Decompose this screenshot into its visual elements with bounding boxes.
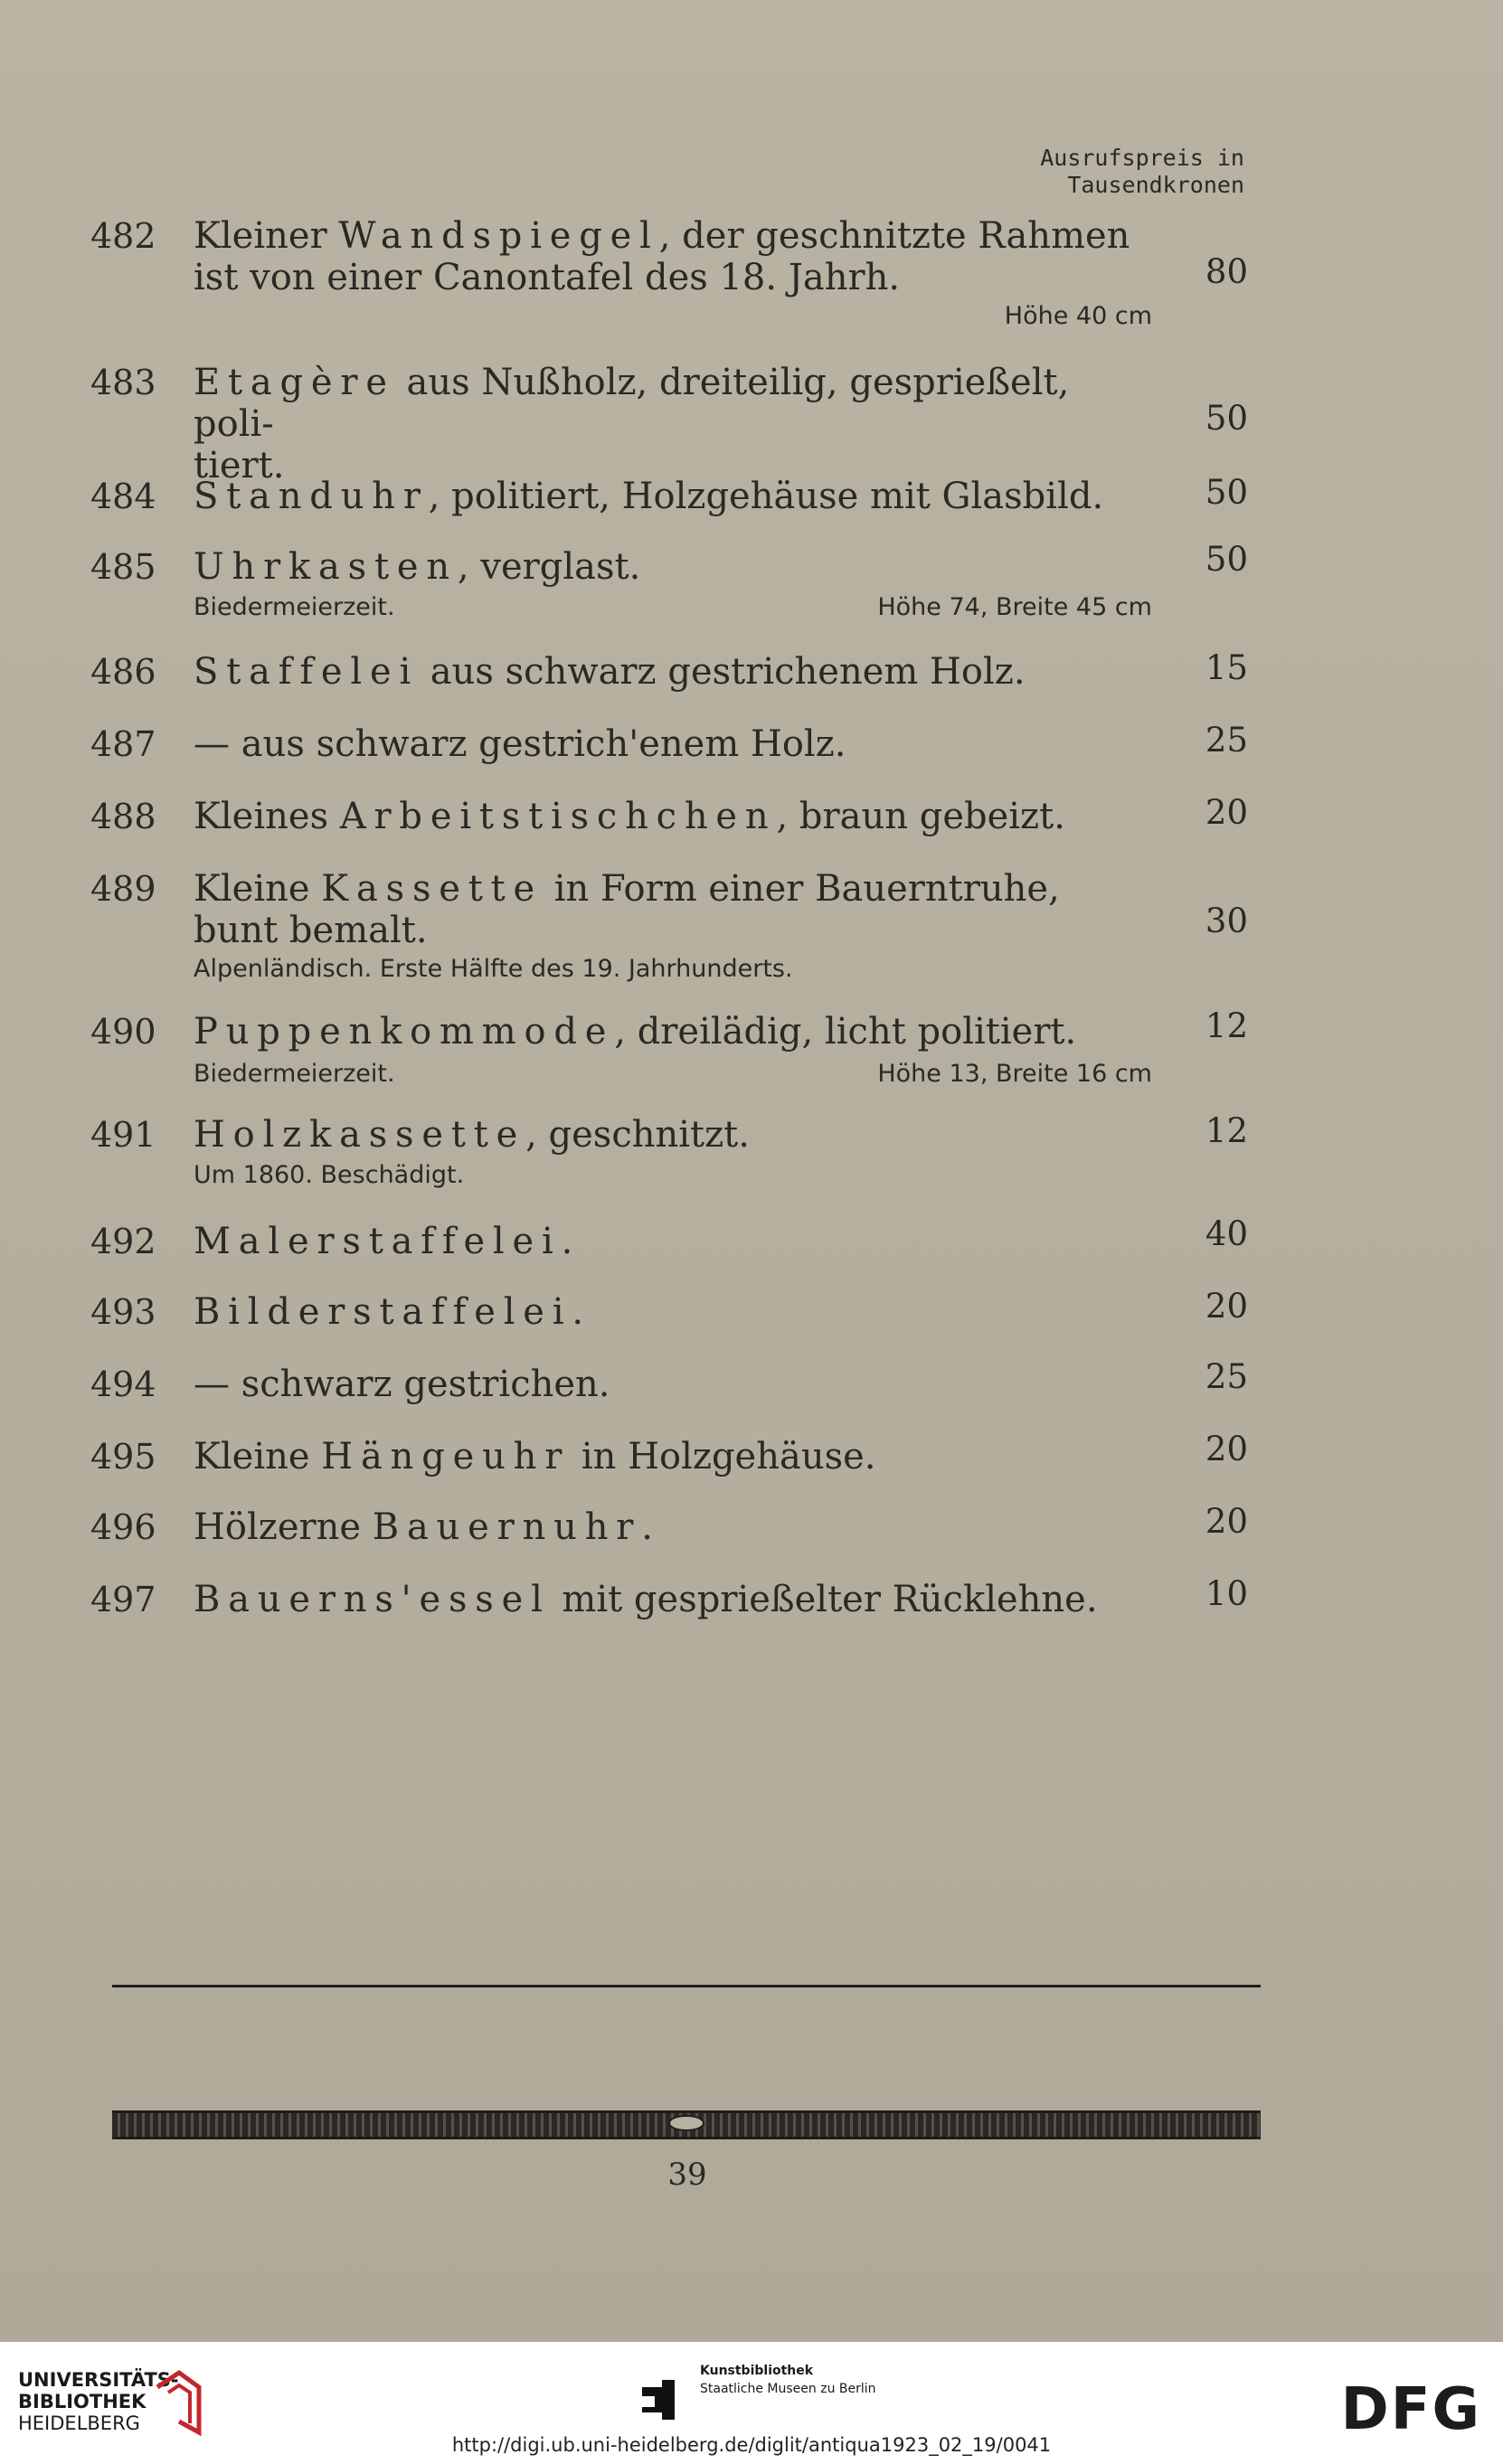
lot-title: Uhrkasten — [194, 546, 458, 588]
lot-description: Etagère aus Nußholz, dreiteilig, gesprießelt, poli- tiert. — [194, 362, 1070, 486]
lot-number: 496 — [90, 1507, 156, 1547]
lot-price: 20 — [1205, 1287, 1248, 1326]
lot-description: Uhrkasten, verglast. — [194, 546, 641, 588]
lot-number: 483 — [90, 363, 156, 402]
lot-title: Bauernuhr — [372, 1506, 642, 1548]
lot-number: 487 — [90, 724, 156, 764]
ub-heidelberg-icon — [152, 2369, 203, 2438]
lot-title: Hängeuhr — [321, 1436, 571, 1477]
lot-title: Arbeitstischchen — [339, 796, 777, 837]
lot-number: 489 — [90, 869, 156, 909]
lot-title: Staffelei — [194, 651, 420, 693]
lot-description: Malerstaffelei. — [194, 1221, 573, 1262]
lot-description: Kleines Arbeitstischchen, braun gebeizt. — [194, 796, 1065, 837]
lot-price: 12 — [1205, 1111, 1248, 1150]
kb-subtitle: Staatliche Museen zu Berlin — [700, 2382, 876, 2396]
catalog-page: Ausrufspreis in Tausendkronen 482 Kleiner Wandspiegel, der geschnitzte Rahmen ist von einer Canontafel des 18. Jahrh. 80 Höhe 40 cm 483 Etagère aus Nußholz, dreiteilig, gesprießelt, poli- tiert. 50 484 Standuhr, politiert, Holzgehäuse mit Glasbild. 50 485 Uhrkasten, verglast. 50 Biedermeierzeit. Höhe 74, Breite 45 cm 486 Staffelei aus schwarz gestrichenem Holz. 15 487 — aus schwarz gestrich'enem Holz. 25 488 Kleines Arbeitstischchen, braun gebeizt. 20 489 Kleine Kassette in Form einer Bauerntruhe, bunt bemalt. 30 Alpenländisch. Erste Hälfte des 19. Jahrhunderts. 490 Puppenkommode, dreilädig, licht politiert. 12 Biedermeierzeit. Höhe 13, Breite 16 cm 491 Holzkassette, geschnitzt. 12 Um 1860. Beschädigt. 492 Malerstaffelei. 40 493 Bilderstaffelei. 20 494 — schwarz gestrichen. 25 495 Kleine Hängeuhr in Holzgehäuse. 20 496 Hölzerne Bauernuhr. 20 497 Bauerns'essel mit gesprießelter Rücklehne. 10 39 — [0, 0, 1503, 2342]
lot-title: Wandspiegel — [338, 215, 659, 257]
lot-number: 495 — [90, 1437, 156, 1477]
lot-note: Biedermeierzeit. Höhe 74, Breite 45 cm — [194, 593, 1152, 621]
lot-description: Bauerns'essel mit gesprießelter Rücklehne. — [194, 1579, 1098, 1620]
lot-price: 80 — [1205, 252, 1248, 291]
lot-price: 40 — [1205, 1214, 1248, 1253]
lot-price: 25 — [1205, 721, 1248, 760]
lot-description: — schwarz gestrichen. — [194, 1364, 610, 1405]
lot-price: 20 — [1205, 793, 1248, 832]
lot-description: Kleine Kassette in Form einer Bauerntruhe, bunt bemalt. — [194, 868, 1060, 951]
lot-price: 20 — [1205, 1430, 1248, 1468]
lot-price: 20 — [1205, 1502, 1248, 1541]
lot-number: 492 — [90, 1222, 156, 1261]
lot-description: Holzkassette, geschnitzt. — [194, 1114, 750, 1156]
lot-note: Biedermeierzeit. Höhe 13, Breite 16 cm — [194, 1060, 1152, 1088]
lot-number: 486 — [90, 652, 156, 692]
lot-price: 12 — [1205, 1006, 1248, 1045]
lot-title: Etagère — [194, 362, 395, 403]
lot-description: Kleiner Wandspiegel, der geschnitzte Rahmen ist von einer Canontafel des 18. Jahrh. — [194, 215, 1130, 298]
lot-note: Um 1860. Beschädigt. — [194, 1161, 465, 1189]
lot-description: Hölzerne Bauernuhr. — [194, 1506, 653, 1548]
lot-description: Puppenkommode, dreilädig, licht politiert. — [194, 1011, 1077, 1053]
price-column-header — [1040, 145, 1244, 199]
lot-number: 490 — [90, 1012, 156, 1052]
lot-title: Malerstaffelei — [194, 1221, 562, 1262]
lot-description: Staffelei aus schwarz gestrichenem Holz. — [194, 651, 1026, 693]
lot-price: 10 — [1205, 1574, 1248, 1613]
lot-number: 491 — [90, 1115, 156, 1155]
price-header-line1: Ausrufspreis in — [1040, 145, 1244, 171]
lot-price: 50 — [1205, 473, 1248, 512]
lot-price: 25 — [1205, 1357, 1248, 1396]
price-header-line2: Tausendkronen — [1067, 172, 1244, 198]
lot-title: Holzkassette — [194, 1114, 526, 1156]
rule-ornament — [668, 2115, 704, 2131]
ornamental-rule — [112, 2110, 1261, 2139]
permalink-url[interactable]: http://digi.ub.uni-heidelberg.de/diglit/antiqua1923_02_19/0041 — [451, 2434, 1052, 2456]
lot-price: 50 — [1205, 399, 1248, 438]
lot-note: Alpenländisch. Erste Hälfte des 19. Jahrhunderts. — [194, 955, 793, 983]
dfg-logo: DFG — [1340, 2376, 1481, 2443]
lot-description: Standuhr, politiert, Holzgehäuse mit Glasbild. — [194, 476, 1104, 517]
lot-number: 488 — [90, 797, 156, 836]
page-number: 39 — [667, 2157, 707, 2193]
kunstbibliothek-icon — [642, 2380, 689, 2420]
lot-title: Bauerns'essel — [194, 1579, 551, 1620]
lot-number: 485 — [90, 547, 156, 587]
lot-price: 30 — [1205, 902, 1248, 940]
lot-description: Bilderstaffelei. — [194, 1291, 584, 1333]
digitization-footer — [0, 2342, 1503, 2464]
lot-description: — aus schwarz gestrich'enem Holz. — [194, 723, 846, 765]
lot-number: 482 — [90, 216, 156, 256]
ub-heidelberg-logo-text: UNIVERSITÄTS- BIBLIOTHEK HEIDELBERG — [18, 2369, 179, 2434]
lot-number: 497 — [90, 1580, 156, 1619]
lot-number: 494 — [90, 1364, 156, 1404]
divider-rule — [112, 1985, 1261, 1987]
lot-title: Standuhr — [194, 476, 429, 517]
kb-title: Kunstbibliothek — [700, 2364, 814, 2378]
lot-number: 484 — [90, 477, 156, 516]
lot-price: 15 — [1205, 648, 1248, 687]
lot-title: Kassette — [321, 868, 543, 910]
lot-number: 493 — [90, 1292, 156, 1332]
lot-price: 50 — [1205, 540, 1248, 579]
lot-description: Kleine Hängeuhr in Holzgehäuse. — [194, 1436, 876, 1477]
lot-title: Bilderstaffelei — [194, 1291, 572, 1333]
lot-title: Puppenkommode — [194, 1011, 615, 1053]
